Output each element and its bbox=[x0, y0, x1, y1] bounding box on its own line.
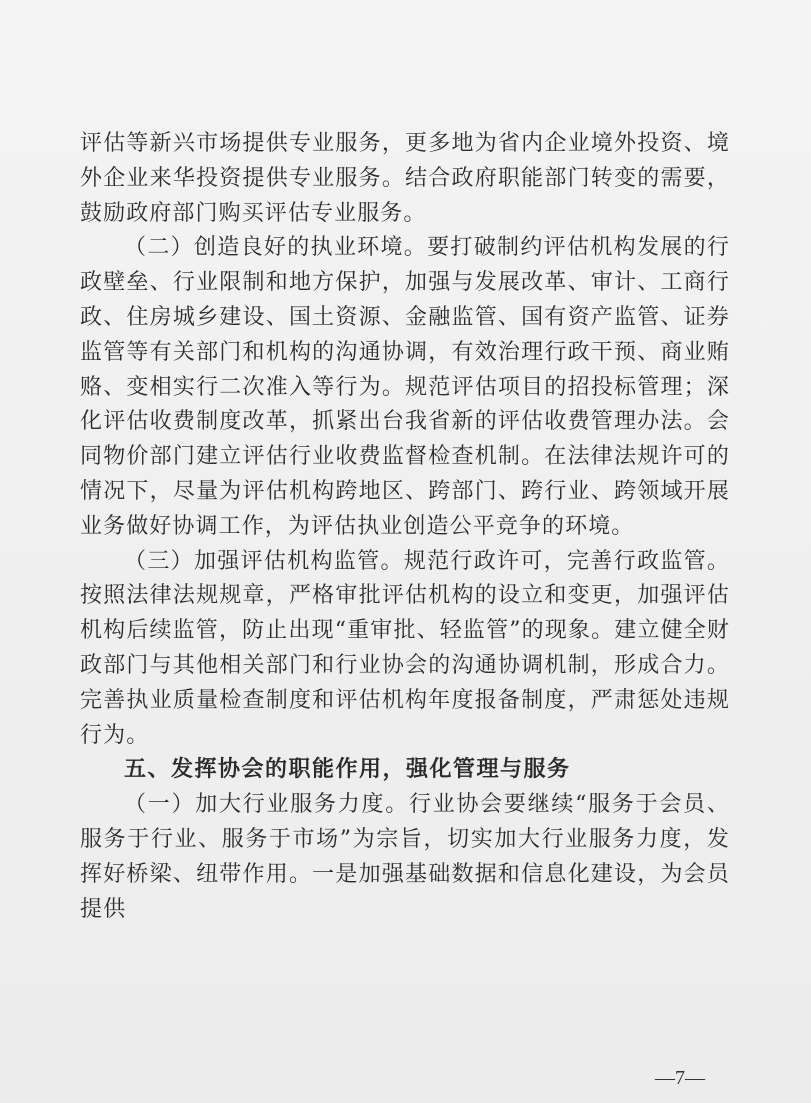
page-number: —7— bbox=[655, 1067, 705, 1089]
paragraph-industry-service: （一）加大行业服务力度。行业协会要继续“服务于会员、服务于行业、服务于市场”为宗旨，切实加大行业服务力度，发挥好桥梁、纽带作用。一是加强基础数据和信息化建设，为会员提供 bbox=[80, 792, 730, 922]
paragraph-execution-environment: （二）创造良好的执业环境。要打破制约评估机构发展的行政壁垒、行业限制和地方保护，加强与发展改革、审计、工商行政、住房城乡建设、国土资源、金融监管、国有资产监管、证券监管等有关部门和机构的沟通协调，有效治理行政干预、商业贿赂、变相实行二次准入等行为。规范评估项目的招投标管理；深化评估收费制度改革，抓紧出台我省新的评估收费管理办法。会同物价部门建立评估行业收费监督检查机制。在法律法规许可的情况下，尽量为评估机构跨地区、跨部门、跨行业、跨领域开展业务做好协调工作，为评估执业创造公平竞争的环境。 bbox=[80, 235, 730, 539]
paragraph-institution-supervision: （三）加强评估机构监管。规范行政许可，完善行政监管。按照法律法规规章，严格审批评估机构的设立和变更，加强评估机构后续监管，防止出现“重审批、轻监管”的现象。建立健全财政部门与其他相关部门和行业协会的沟通协调机制，形成合力。完善执业质量检查制度和评估机构年度报备制度，严肃惩处违规行为。 bbox=[80, 548, 730, 748]
paragraph-continuation: 评估等新兴市场提供专业服务，更多地为省内企业境外投资、境外企业来华投资提供专业服务。结合政府职能部门转变的需要，鼓励政府部门购买评估专业服务。 bbox=[80, 131, 730, 226]
body-text bbox=[80, 127, 730, 927]
section-heading-five: 五、发挥协会的职能作用，强化管理与服务 bbox=[124, 757, 571, 783]
